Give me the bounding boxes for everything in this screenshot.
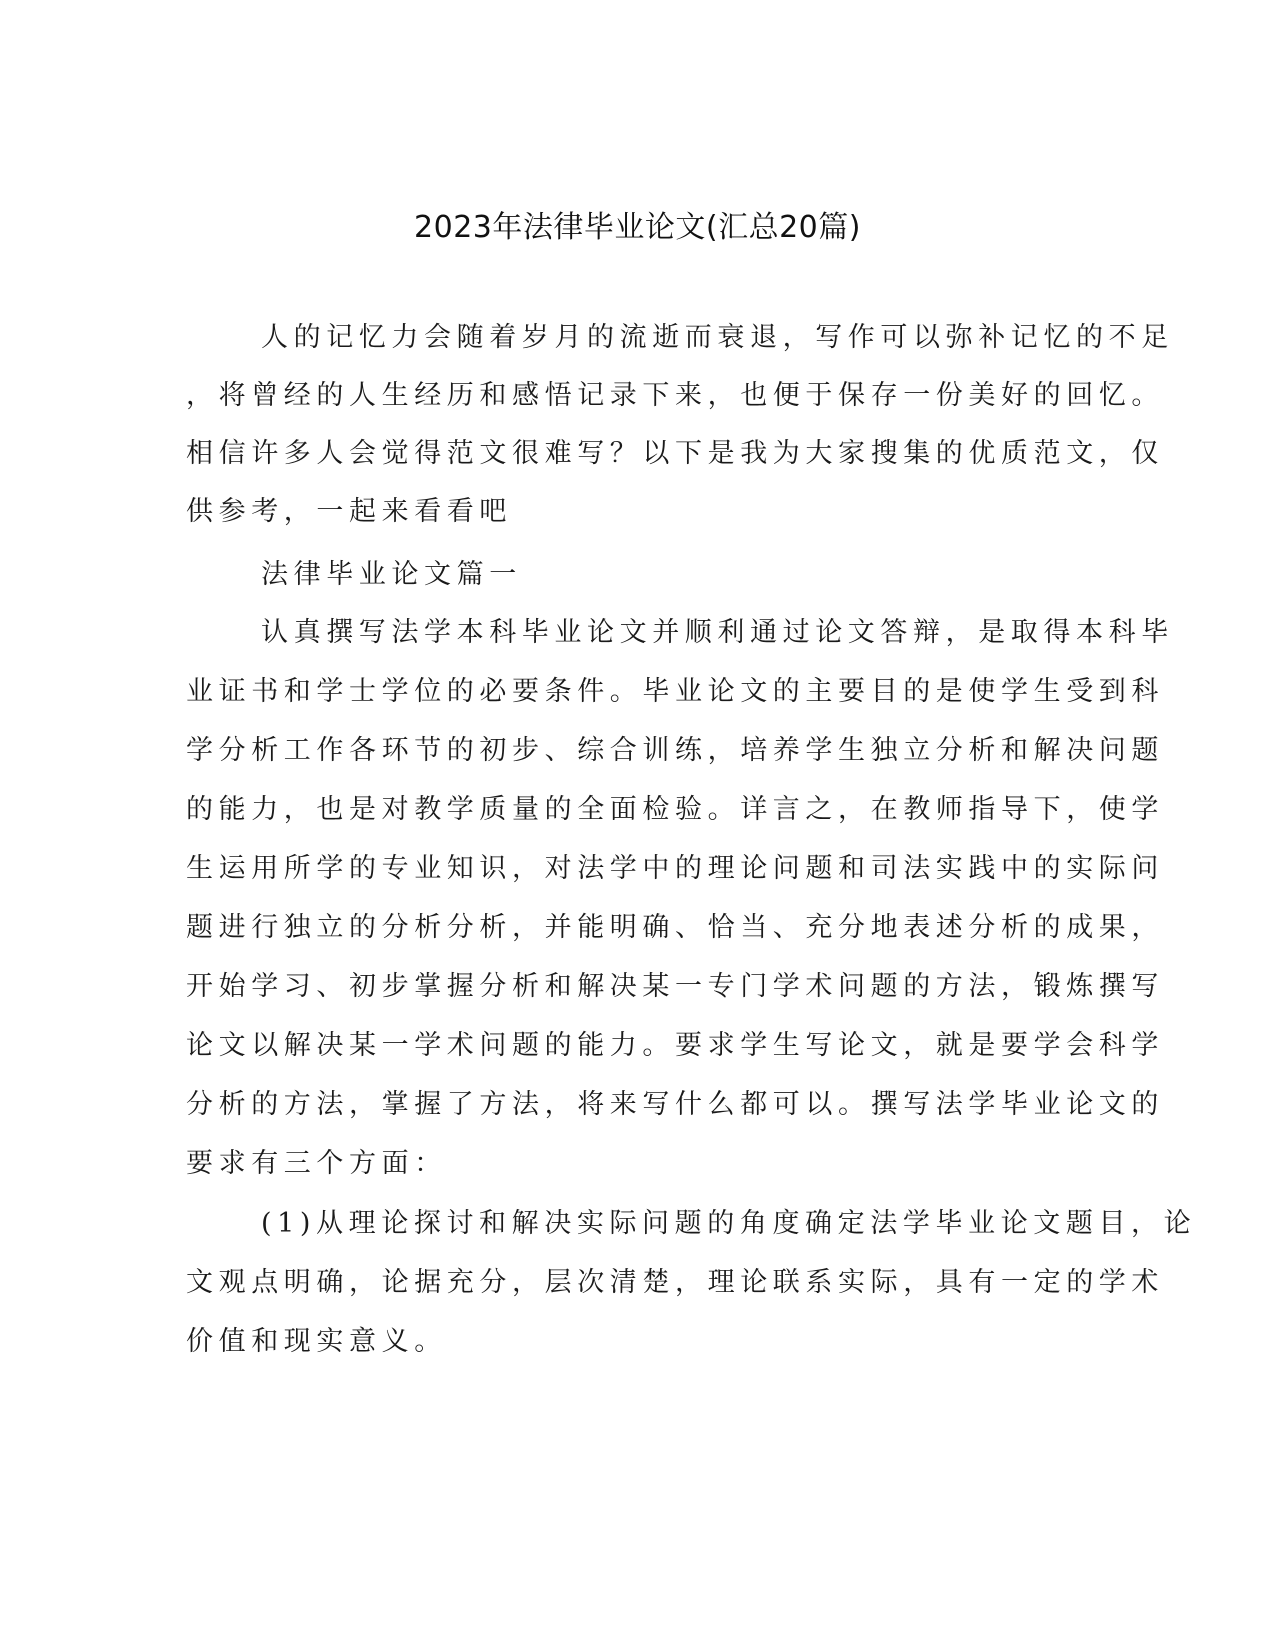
body-line: 分析的方法，掌握了方法，将来写什么都可以。撰写法学毕业论文的: [186, 1089, 1164, 1120]
intro-line: 人的记忆力会随着岁月的流逝而衰退，写作可以弥补记忆的不足: [261, 322, 1174, 353]
point-line: (1)从理论探讨和解决实际问题的角度确定法学毕业论文题目，论: [261, 1208, 1197, 1239]
intro-line: 相信许多人会觉得范文很难写？以下是我为大家搜集的优质范文，仅: [186, 438, 1164, 469]
body-line: 开始学习、初步掌握分析和解决某一专门学术问题的方法，锻炼撰写: [186, 971, 1164, 1002]
section-heading: 法律毕业论文篇一: [261, 559, 522, 590]
body-line: 要求有三个方面：: [186, 1148, 447, 1179]
document-title: 2023年法律毕业论文(汇总20篇): [414, 210, 861, 245]
body-line: 认真撰写法学本科毕业论文并顺利通过论文答辩，是取得本科毕: [261, 617, 1174, 648]
point-line: 文观点明确，论据充分，层次清楚，理论联系实际，具有一定的学术: [186, 1267, 1164, 1298]
intro-line: ，将曾经的人生经历和感悟记录下来，也便于保存一份美好的回忆。: [186, 380, 1164, 411]
body-line: 生运用所学的专业知识，对法学中的理论问题和司法实践中的实际问: [186, 853, 1164, 884]
point-line: 价值和现实意义。: [186, 1326, 447, 1357]
body-line: 的能力，也是对教学质量的全面检验。详言之，在教师指导下，使学: [186, 794, 1164, 825]
body-line: 论文以解决某一学术问题的能力。要求学生写论文，就是要学会科学: [186, 1030, 1164, 1061]
body-line: 业证书和学士学位的必要条件。毕业论文的主要目的是使学生受到科: [186, 676, 1164, 707]
body-line: 学分析工作各环节的初步、综合训练，培养学生独立分析和解决问题: [186, 735, 1164, 766]
body-line: 题进行独立的分析分析，并能明确、恰当、充分地表述分析的成果，: [186, 912, 1164, 943]
intro-line: 供参考，一起来看看吧: [186, 496, 512, 527]
